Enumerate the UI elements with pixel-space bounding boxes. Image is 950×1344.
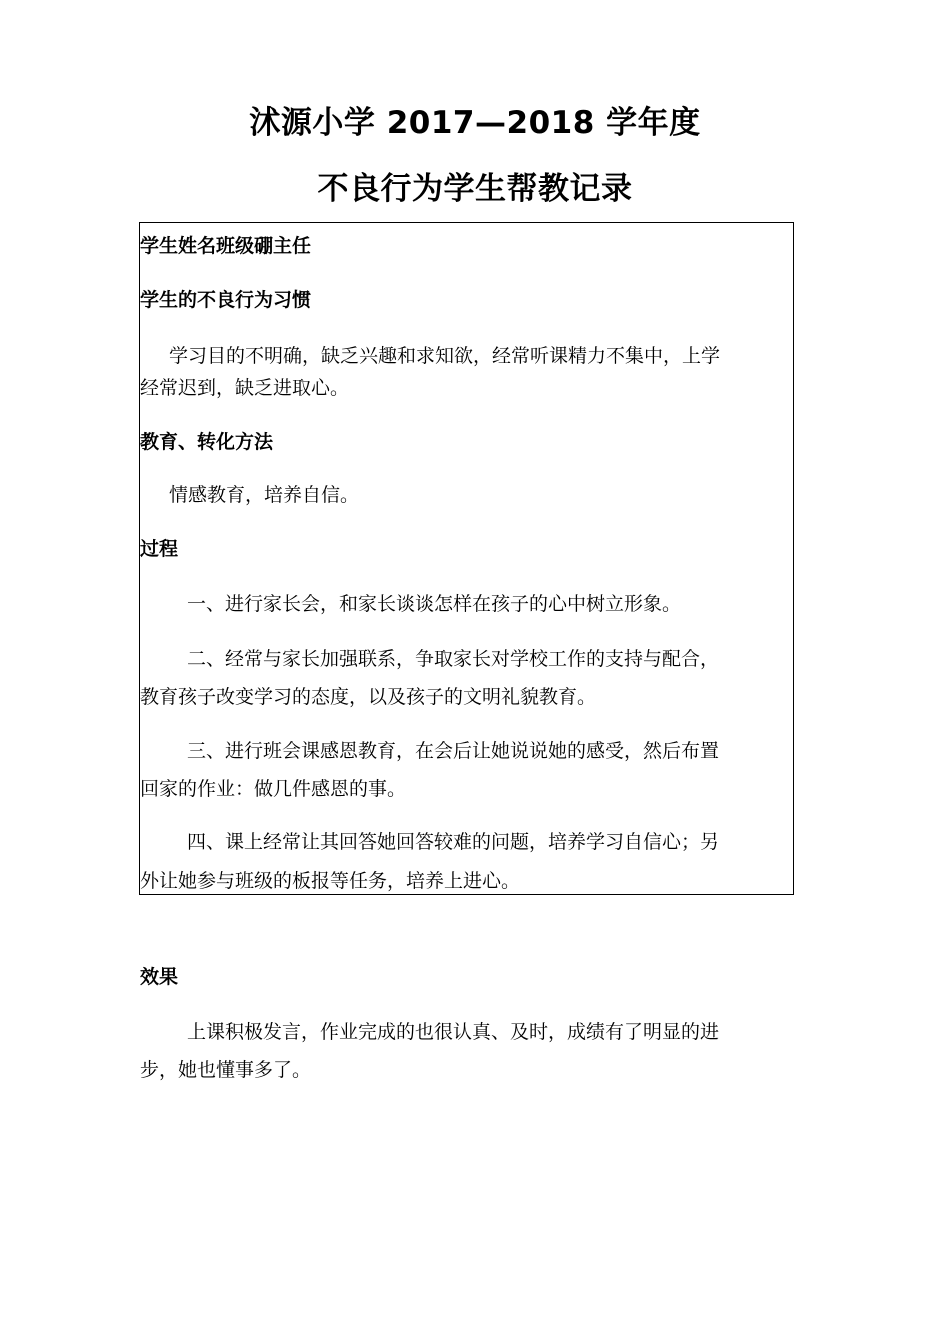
result-line: 上课积极发言，作业完成的也很认真、及时，成绩有了明显的进 [187, 1021, 720, 1043]
method-text: 情感教育，培养自信。 [169, 484, 360, 506]
process-item-line: 教育孩子改变学习的态度，以及孩子的文明礼貌教育。 [140, 686, 597, 708]
bad-habits-heading: 学生的不良行为习惯 [140, 289, 312, 311]
process-item-line: 回家的作业：做几件感恩的事。 [140, 778, 407, 800]
method-heading: 教育、转化方法 [140, 431, 274, 453]
document-title: 沭源小学 2017—2018 学年度 [249, 105, 701, 141]
process-heading: 过程 [140, 538, 179, 560]
process-item-line: 外让她参与班级的板报等任务，培养上进心。 [140, 870, 521, 892]
document-subtitle: 不良行为学生帮教记录 [317, 171, 633, 207]
process-item-line: 二、经常与家长加强联系，争取家长对学校工作的支持与配合， [187, 648, 720, 670]
student-info-label: 学生姓名班级硼主任 [140, 235, 312, 257]
result-line: 步，她也懂事多了。 [140, 1059, 312, 1081]
bad-habits-line: 经常迟到，缺乏进取心。 [140, 377, 350, 399]
process-item-line: 一、进行家长会，和家长谈谈怎样在孩子的心中树立形象。 [187, 593, 682, 615]
process-item-line: 四、课上经常让其回答她回答较难的问题，培养学习自信心；另 [187, 831, 720, 853]
bad-habits-line: 学习目的不明确，缺乏兴趣和求知欲，经常听课精力不集中，上学 [169, 345, 721, 367]
process-item-line: 三、进行班会课感恩教育，在会后让她说说她的感受，然后布置 [187, 740, 720, 762]
result-heading: 效果 [140, 966, 179, 988]
